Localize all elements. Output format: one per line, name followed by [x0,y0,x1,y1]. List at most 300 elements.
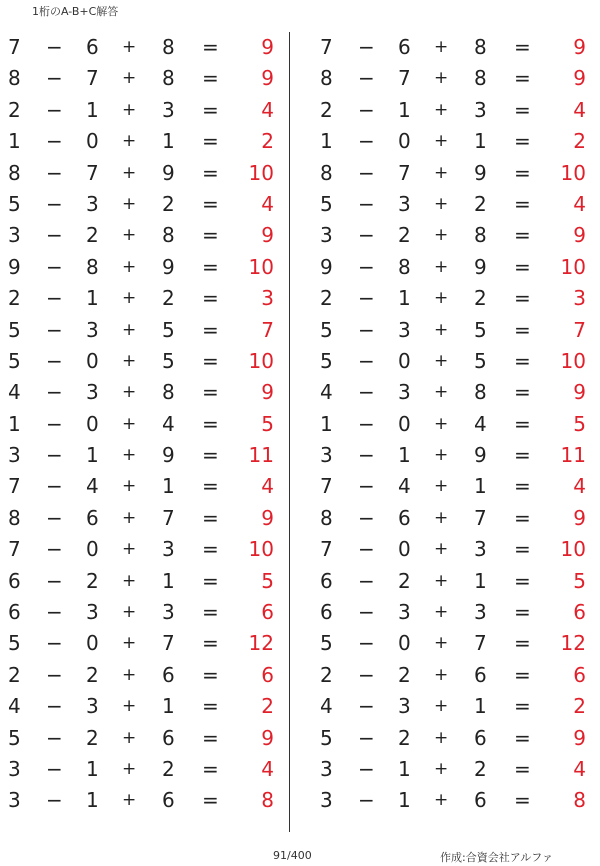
answer: 3 [261,286,274,311]
operand-c: 8 [474,380,487,405]
minus-sign: − [358,568,375,593]
operand-c: 5 [162,317,175,342]
operand-b: 3 [86,600,99,625]
operand-a: 8 [8,160,21,185]
equals-sign: = [514,474,531,499]
answer: 10 [248,254,274,279]
answer: 4 [573,474,586,499]
operand-a: 2 [8,97,21,122]
plus-sign: + [122,256,137,277]
operand-c: 6 [474,662,487,687]
minus-sign: − [358,254,375,279]
plus-sign: + [434,288,449,309]
operand-b: 6 [398,35,411,59]
operand-a: 2 [8,286,21,311]
plus-sign: + [434,68,449,89]
problem-row [312,723,600,754]
equals-sign: = [514,443,531,468]
operand-c: 1 [474,129,487,154]
operand-a: 7 [8,35,21,59]
operand-c: 8 [162,35,175,59]
problem-row [312,628,600,659]
minus-sign: − [358,66,375,91]
answer: 9 [261,66,274,91]
minus-sign: − [46,631,63,656]
plus-sign: + [122,602,137,623]
minus-sign: − [358,631,375,656]
answer: 9 [261,380,274,405]
operand-b: 2 [398,662,411,687]
problem-row [0,158,290,189]
plus-sign: + [122,350,137,371]
plus-sign: + [122,413,137,434]
problem-row [312,126,600,157]
operand-b: 3 [398,600,411,625]
operand-b: 1 [86,756,99,781]
answer: 9 [261,35,274,59]
problem-row [312,377,600,408]
operand-c: 1 [474,474,487,499]
operand-c: 9 [474,160,487,185]
operand-c: 6 [474,725,487,750]
equals-sign: = [202,223,219,248]
minus-sign: − [358,191,375,216]
equals-sign: = [202,505,219,530]
answer: 9 [573,380,586,405]
right-problem-column [312,32,600,817]
answer: 5 [573,568,586,593]
operand-c: 5 [162,348,175,373]
operand-a: 3 [320,756,333,781]
operand-c: 8 [474,66,487,91]
operand-b: 0 [398,537,411,562]
answer: 4 [261,474,274,499]
operand-b: 1 [398,97,411,122]
problem-row [0,628,290,659]
operand-a: 1 [8,411,21,436]
operand-a: 2 [8,662,21,687]
operand-b: 7 [398,160,411,185]
plus-sign: + [434,758,449,779]
operand-a: 3 [320,443,333,468]
operand-a: 1 [320,411,333,436]
minus-sign: − [358,35,375,59]
operand-b: 2 [398,223,411,248]
operand-a: 7 [8,474,21,499]
problem-row [0,723,290,754]
plus-sign: + [434,790,449,811]
operand-c: 1 [162,129,175,154]
answer: 2 [573,694,586,719]
operand-a: 3 [320,788,333,813]
problem-row [0,566,290,597]
problem-row [312,785,600,816]
operand-b: 0 [86,631,99,656]
problem-row [0,471,290,502]
operand-b: 3 [398,694,411,719]
operand-a: 7 [320,537,333,562]
equals-sign: = [202,380,219,405]
minus-sign: − [358,443,375,468]
problem-row [0,409,290,440]
equals-sign: = [514,537,531,562]
operand-a: 5 [320,725,333,750]
answer: 3 [573,286,586,311]
answer: 10 [560,160,586,185]
equals-sign: = [514,97,531,122]
operand-a: 4 [320,694,333,719]
answer: 10 [560,537,586,562]
equals-sign: = [202,662,219,687]
operand-b: 2 [398,725,411,750]
operand-c: 2 [474,756,487,781]
operand-c: 9 [162,254,175,279]
answer: 4 [573,97,586,122]
problem-row [312,32,600,63]
minus-sign: − [46,129,63,154]
minus-sign: − [358,474,375,499]
problem-row [312,346,600,377]
answer: 9 [573,66,586,91]
operand-b: 4 [398,474,411,499]
left-problem-column [0,32,290,817]
equals-sign: = [514,191,531,216]
plus-sign: + [434,350,449,371]
answer: 9 [261,223,274,248]
plus-sign: + [122,476,137,497]
plus-sign: + [122,37,137,57]
equals-sign: = [514,505,531,530]
problem-row [312,409,600,440]
operand-c: 3 [162,600,175,625]
problem-row [0,785,290,816]
answer: 6 [573,600,586,625]
equals-sign: = [202,66,219,91]
minus-sign: − [358,694,375,719]
equals-sign: = [514,380,531,405]
answer: 4 [261,756,274,781]
operand-a: 5 [320,631,333,656]
equals-sign: = [202,254,219,279]
plus-sign: + [434,319,449,340]
operand-a: 8 [320,160,333,185]
operand-c: 3 [474,600,487,625]
operand-c: 1 [474,694,487,719]
operand-b: 6 [86,505,99,530]
operand-b: 0 [398,411,411,436]
equals-sign: = [202,443,219,468]
answer: 9 [261,505,274,530]
operand-a: 3 [8,223,21,248]
equals-sign: = [202,286,219,311]
problem-row [312,503,600,534]
operand-a: 5 [320,191,333,216]
problem-row [312,63,600,94]
plus-sign: + [122,99,137,120]
problem-row [0,346,290,377]
minus-sign: − [358,223,375,248]
equals-sign: = [202,725,219,750]
operand-c: 5 [474,348,487,373]
equals-sign: = [514,631,531,656]
equals-sign: = [514,411,531,436]
operand-a: 6 [8,568,21,593]
answer: 2 [573,129,586,154]
answer: 9 [261,725,274,750]
plus-sign: + [122,758,137,779]
operand-c: 8 [474,223,487,248]
minus-sign: − [358,756,375,781]
operand-b: 3 [86,191,99,216]
equals-sign: = [514,254,531,279]
operand-a: 2 [320,286,333,311]
operand-b: 6 [86,35,99,59]
operand-b: 1 [86,286,99,311]
minus-sign: − [46,35,63,59]
equals-sign: = [514,348,531,373]
operand-b: 0 [86,129,99,154]
plus-sign: + [434,476,449,497]
operand-b: 0 [86,537,99,562]
answer: 5 [261,568,274,593]
equals-sign: = [514,317,531,342]
plus-sign: + [122,570,137,591]
operand-c: 7 [162,505,175,530]
operand-c: 9 [474,254,487,279]
operand-c: 5 [474,317,487,342]
answer: 8 [573,788,586,813]
problem-row [0,315,290,346]
problem-row [312,440,600,471]
plus-sign: + [434,37,449,57]
page-title: 1桁のA-B+C解答 [32,5,119,18]
equals-sign: = [202,97,219,122]
plus-sign: + [434,445,449,466]
operand-b: 1 [398,286,411,311]
operand-a: 8 [8,505,21,530]
operand-b: 3 [398,380,411,405]
operand-b: 7 [86,66,99,91]
equals-sign: = [514,662,531,687]
operand-c: 6 [162,725,175,750]
minus-sign: − [46,223,63,248]
answer: 8 [261,788,274,813]
answer: 12 [248,631,274,656]
answer: 10 [560,254,586,279]
answer: 6 [261,600,274,625]
answer: 11 [560,443,586,468]
operand-c: 3 [474,537,487,562]
answer: 11 [248,443,274,468]
minus-sign: − [46,191,63,216]
answer: 10 [248,537,274,562]
problem-row [0,126,290,157]
answer: 5 [261,411,274,436]
operand-b: 7 [86,160,99,185]
operand-c: 8 [162,223,175,248]
operand-b: 8 [86,254,99,279]
operand-c: 2 [474,286,487,311]
operand-c: 8 [474,35,487,59]
equals-sign: = [514,725,531,750]
operand-a: 7 [320,474,333,499]
equals-sign: = [514,66,531,91]
operand-c: 3 [474,97,487,122]
operand-c: 4 [474,411,487,436]
operand-a: 6 [320,600,333,625]
operand-c: 7 [474,505,487,530]
answer: 9 [573,725,586,750]
equals-sign: = [202,191,219,216]
problem-row [0,283,290,314]
answer: 4 [573,191,586,216]
minus-sign: − [46,725,63,750]
minus-sign: − [46,254,63,279]
equals-sign: = [202,411,219,436]
answer: 9 [573,35,586,59]
minus-sign: − [46,411,63,436]
operand-a: 8 [8,66,21,91]
answer: 2 [261,694,274,719]
plus-sign: + [122,225,137,246]
operand-a: 4 [320,380,333,405]
plus-sign: + [434,727,449,748]
problem-row [0,503,290,534]
problem-row [312,660,600,691]
operand-a: 5 [8,348,21,373]
minus-sign: − [358,286,375,311]
problem-row [312,691,600,722]
operand-b: 2 [86,662,99,687]
operand-c: 8 [162,66,175,91]
minus-sign: − [358,725,375,750]
operand-a: 6 [320,568,333,593]
minus-sign: − [358,317,375,342]
operand-c: 6 [162,788,175,813]
operand-c: 2 [162,191,175,216]
equals-sign: = [514,35,531,59]
answer: 10 [248,348,274,373]
column-divider [289,32,290,832]
operand-b: 1 [86,443,99,468]
plus-sign: + [122,68,137,89]
minus-sign: − [358,600,375,625]
plus-sign: + [434,413,449,434]
operand-a: 5 [8,191,21,216]
answer: 9 [573,223,586,248]
operand-c: 9 [474,443,487,468]
problem-row [312,95,600,126]
equals-sign: = [202,160,219,185]
equals-sign: = [202,317,219,342]
operand-c: 7 [162,631,175,656]
operand-b: 1 [398,756,411,781]
equals-sign: = [202,348,219,373]
problem-row [0,660,290,691]
operand-a: 6 [8,600,21,625]
plus-sign: + [434,633,449,654]
operand-c: 7 [474,631,487,656]
minus-sign: − [46,380,63,405]
operand-b: 7 [398,66,411,91]
answer: 7 [261,317,274,342]
plus-sign: + [434,131,449,152]
equals-sign: = [514,756,531,781]
operand-b: 1 [398,788,411,813]
plus-sign: + [122,539,137,560]
operand-c: 8 [162,380,175,405]
problem-row [0,32,290,63]
operand-b: 0 [86,411,99,436]
plus-sign: + [434,382,449,403]
problem-row [0,220,290,251]
operand-a: 1 [8,129,21,154]
operand-c: 3 [162,97,175,122]
operand-b: 3 [86,694,99,719]
minus-sign: − [358,129,375,154]
operand-b: 6 [398,505,411,530]
equals-sign: = [202,35,219,59]
equals-sign: = [514,129,531,154]
operand-c: 9 [162,443,175,468]
problem-row [312,534,600,565]
operand-c: 1 [162,694,175,719]
operand-b: 3 [398,317,411,342]
operand-b: 0 [398,348,411,373]
problem-row [0,597,290,628]
problem-row [312,283,600,314]
minus-sign: − [358,411,375,436]
minus-sign: − [358,788,375,813]
problem-row [312,158,600,189]
plus-sign: + [122,288,137,309]
problem-row [312,566,600,597]
answer: 7 [573,317,586,342]
equals-sign: = [202,537,219,562]
problem-row [0,63,290,94]
operand-a: 7 [320,35,333,59]
plus-sign: + [122,507,137,528]
problem-row [0,189,290,220]
minus-sign: − [358,662,375,687]
operand-a: 3 [8,788,21,813]
page-number: 91/400 [273,849,312,862]
answer: 6 [573,662,586,687]
operand-c: 1 [474,568,487,593]
operand-b: 8 [398,254,411,279]
plus-sign: + [122,696,137,717]
operand-c: 2 [162,286,175,311]
plus-sign: + [434,539,449,560]
operand-a: 8 [320,66,333,91]
plus-sign: + [434,256,449,277]
minus-sign: − [46,537,63,562]
plus-sign: + [434,602,449,623]
plus-sign: + [434,570,449,591]
minus-sign: − [358,160,375,185]
operand-a: 5 [8,725,21,750]
plus-sign: + [434,162,449,183]
problem-row [312,315,600,346]
minus-sign: − [46,66,63,91]
minus-sign: − [358,380,375,405]
problem-row [312,189,600,220]
problem-row [312,220,600,251]
operand-b: 3 [86,317,99,342]
plus-sign: + [122,727,137,748]
plus-sign: + [122,319,137,340]
operand-c: 6 [162,662,175,687]
